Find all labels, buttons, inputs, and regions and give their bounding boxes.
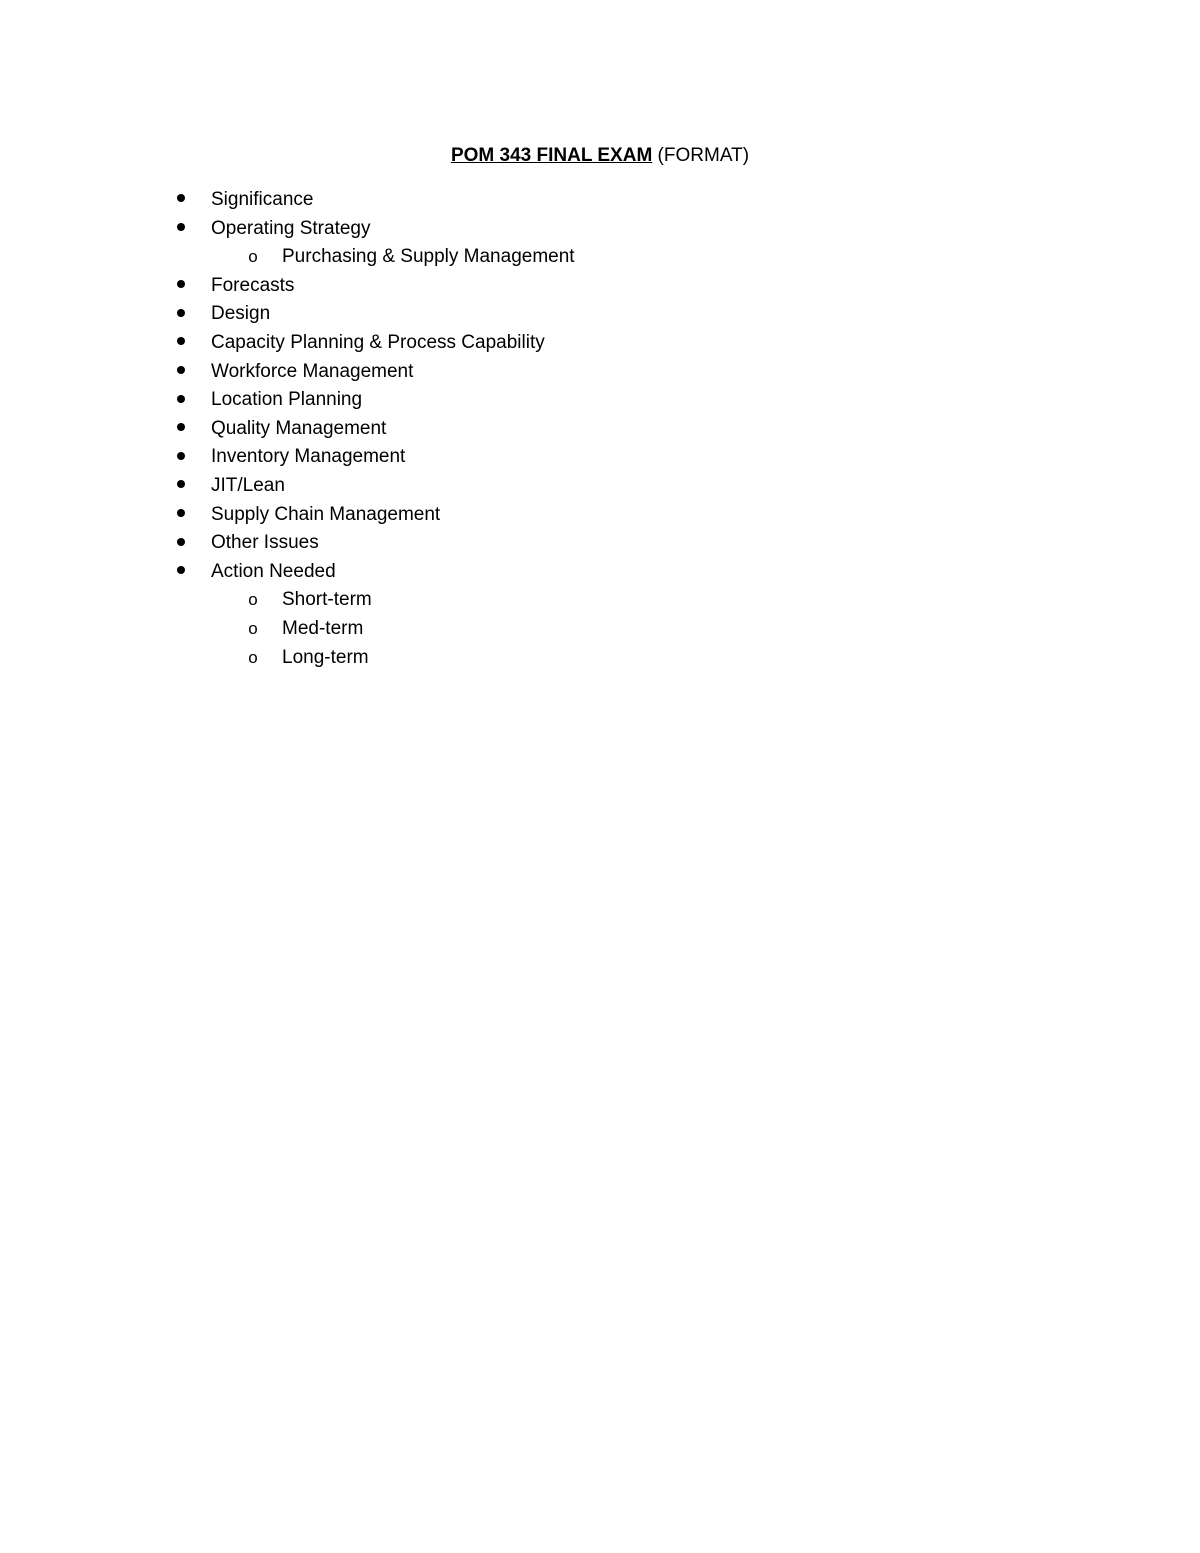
bullet-icon <box>174 443 188 471</box>
list-item-text: Capacity Planning & Process Capability <box>211 331 545 353</box>
list-item <box>0 472 1200 501</box>
list-subitem-text: Long-term <box>282 646 369 668</box>
document-title <box>0 143 1200 169</box>
list-item-text: Operating Strategy <box>211 217 371 239</box>
list-item <box>0 329 1200 358</box>
bullet-icon <box>174 501 188 529</box>
title-main: POM 343 FINAL EXAM <box>450 145 653 166</box>
bullet-icon <box>174 472 188 500</box>
list-subitem <box>0 243 1200 272</box>
list-item-text: Other Issues <box>211 532 319 554</box>
list-item-text: Inventory Management <box>211 446 406 468</box>
title-suffix: (FORMAT) <box>652 145 750 166</box>
bullet-icon <box>174 272 188 300</box>
bullet-icon <box>174 529 188 557</box>
bullet-icon <box>174 386 188 414</box>
list-item-text: Forecasts <box>211 274 295 296</box>
outline-list <box>0 186 1200 672</box>
bullet-icon <box>174 558 188 586</box>
list-item <box>0 358 1200 387</box>
list-item-text: JIT/Lean <box>211 474 285 496</box>
list-item <box>0 215 1200 244</box>
list-item-text: Action Needed <box>211 560 336 582</box>
list-subitem <box>0 615 1200 644</box>
list-item <box>0 300 1200 329</box>
list-subitem-text: Purchasing & Supply Management <box>282 246 575 268</box>
bullet-icon <box>174 300 188 328</box>
sub-bullet-icon: o <box>248 590 258 610</box>
list-item <box>0 386 1200 415</box>
list-subitem <box>0 644 1200 673</box>
list-item-text: Quality Management <box>211 417 387 439</box>
list-item <box>0 529 1200 558</box>
sub-bullet-icon: o <box>248 618 258 638</box>
list-item <box>0 186 1200 215</box>
list-item <box>0 443 1200 472</box>
bullet-icon <box>174 186 188 214</box>
bullet-icon <box>174 215 188 243</box>
list-item <box>0 415 1200 444</box>
list-item-text: Significance <box>211 189 314 210</box>
sub-bullet-icon: o <box>248 247 258 267</box>
list-item-text: Location Planning <box>211 389 363 411</box>
list-item <box>0 558 1200 587</box>
list-item-text: Design <box>211 303 271 325</box>
sub-bullet-icon: o <box>248 647 258 667</box>
list-item-text: Supply Chain Management <box>211 503 441 525</box>
bullet-icon <box>174 415 188 443</box>
list-subitem-text: Med-term <box>282 617 364 639</box>
list-item-text: Workforce Management <box>211 360 414 382</box>
list-subitem-text: Short-term <box>282 589 372 611</box>
list-subitem <box>0 586 1200 615</box>
bullet-icon <box>174 329 188 357</box>
bullet-icon <box>174 358 188 386</box>
list-item <box>0 272 1200 301</box>
list-item <box>0 501 1200 530</box>
